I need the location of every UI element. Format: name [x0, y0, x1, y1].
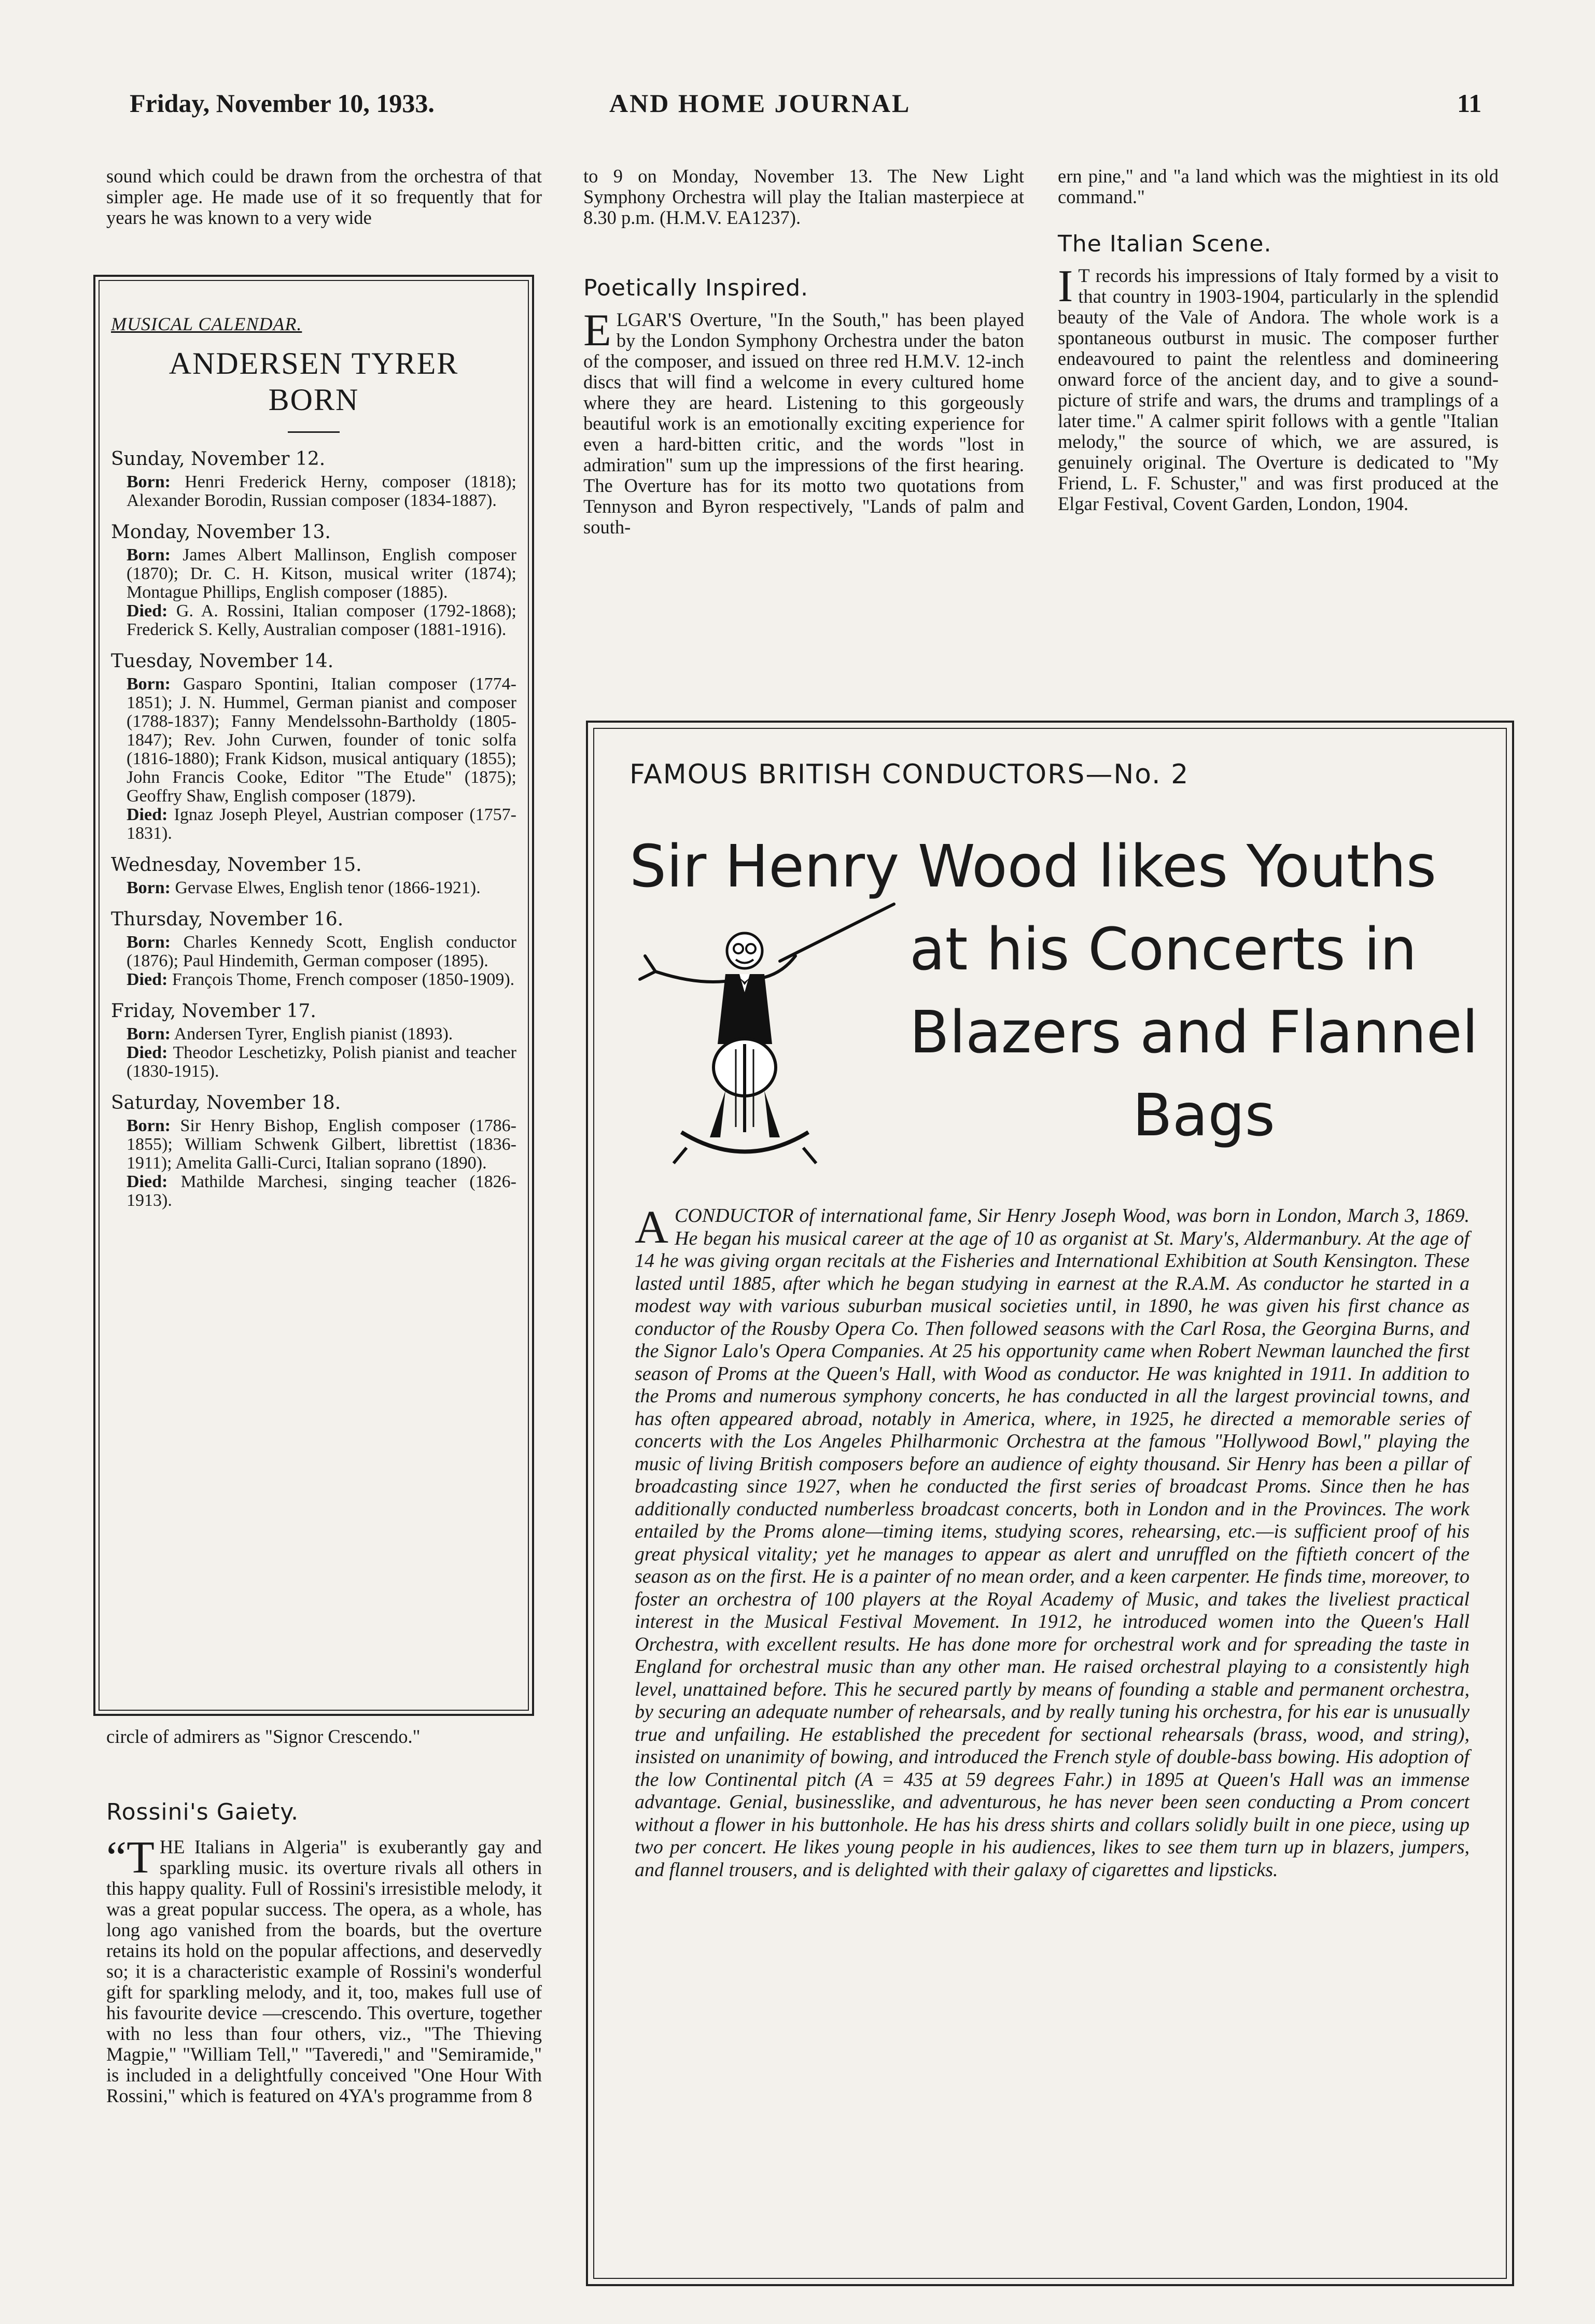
page-number: 11	[1457, 89, 1482, 118]
rossini-heading: Rossini's Gaiety.	[106, 1799, 299, 1825]
rossini-dropcap-letter: T	[127, 1833, 155, 1883]
italian-scene-dropcap: I	[1058, 261, 1073, 312]
column3-top-text: ern pine," and "a land which was the mightiest in its old command."	[1058, 165, 1499, 207]
calendar-entry-kind: Born:	[127, 933, 171, 952]
headline-line1: Sir Henry Wood likes Youths	[629, 833, 1437, 900]
calendar-entry	[127, 546, 516, 602]
calendar-entry	[127, 473, 516, 510]
calendar-entry-text: Andersen Tyrer, English pianist (1893).	[174, 1024, 453, 1044]
italian-scene-text-block	[1058, 261, 1499, 514]
calendar-divider	[288, 431, 340, 433]
calendar-entry	[127, 806, 516, 843]
calendar-entry-kind: Born:	[127, 472, 171, 491]
calendar-entry-text: Gervase Elwes, English tenor (1866-1921).	[175, 878, 481, 897]
calendar-entry	[127, 1173, 516, 1210]
headline-line3: Blazers and Flannel	[910, 999, 1478, 1066]
feature-body	[635, 1202, 1470, 1881]
calendar-title-line1: ANDERSEN TYRER	[169, 346, 459, 381]
header-date: Friday, November 10, 1933.	[130, 89, 435, 118]
calendar-day-heading: Tuesday, November 14.	[111, 651, 334, 672]
poetically-heading: Poetically Inspired.	[583, 275, 809, 301]
calendar-entry	[127, 1025, 516, 1044]
calendar-entry-text: James Albert Mallinson, English composer (1870); Dr. C. H. Kitson, musical writer (1874); Montague Phillips, English composer (1885).	[127, 545, 517, 602]
italian-scene-heading: The Italian Scene.	[1058, 231, 1272, 257]
calendar-day-heading: Friday, November 17.	[111, 1001, 316, 1022]
calendar-entry	[127, 1044, 516, 1081]
calendar-entry-text: Gasparo Spontini, Italian composer (1774-1851); J. N. Hummel, German pianist and composer (1788-1837); Fanny Mendelssohn-Bartholdy (1805-1847); Rev. John Curwen, founder of tonic solfa (1816-1880); Frank Kidson, musical antiquary (1855); John Francis Cooke, Editor "The Etude" (1875); Geoffry Shaw, English composer (1879).	[127, 674, 516, 806]
rossini-section	[106, 1799, 542, 2106]
conductor-caricature-illustration	[624, 889, 915, 1179]
calendar-entry	[127, 1117, 516, 1173]
calendar-entry-text: Charles Kennedy Scott, English conductor (1876); Paul Hindemith, German composer (1895).	[127, 933, 516, 970]
calendar-entry-text: Mathilde Marchesi, singing teacher (1826-1913).	[127, 1172, 516, 1210]
calendar-entry-kind: Born:	[127, 674, 171, 694]
calendar-days	[111, 448, 516, 1210]
calendar-entry-kind: Died:	[127, 1043, 168, 1062]
musical-calendar	[93, 275, 534, 1716]
calendar-entry-kind: Died:	[127, 805, 168, 824]
calendar-entry-text: Sir Henry Bishop, English composer (1786-1855); William Schwenk Gilbert, librettist (1836-1911); Amelita Galli-Curci, Italian soprano (1890).	[127, 1116, 517, 1173]
calendar-entry	[127, 879, 516, 897]
feature-body-dropcap: A	[635, 1202, 668, 1253]
calendar-entry-kind: Born:	[127, 1116, 171, 1135]
calendar-entry-kind: Born:	[127, 878, 171, 897]
feature-label: FAMOUS BRITISH CONDUCTORS—No. 2	[629, 759, 1190, 790]
calendar-entry	[127, 933, 516, 970]
calendar-entry	[127, 970, 516, 989]
rossini-open-quote: “	[106, 1833, 127, 1883]
header-publication: AND HOME JOURNAL	[609, 89, 911, 118]
rossini-text: HE Italians in Algeria" is exuberantly gay and sparkling music. its overture rivals all others in this happy quality. Full of Rossini's irresistible melody, it was a great popular success. The opera, as a whole, has long ago vanished from the boards, but the overture retains its hold on the popular affections, and deservedly so; it is a characteristic example of Rossini's wonderful gift for sparkling melody, and it, too, makes full use of his favourite device —crescendo. This overture, together with no less than four others, viz., "The Thieving Magpie," "William Tell," "Taveredi," and "Semiramide," is included in a delightfully conceived "One Hour With Rossini," which is featured on 4YA's programme from 8	[106, 1836, 542, 2106]
calendar-entry-kind: Died:	[127, 1172, 168, 1191]
calendar-entry-text: Theodor Leschetizky, Polish pianist and teacher (1830-1915).	[127, 1043, 517, 1081]
poetically-dropcap: E	[583, 305, 611, 356]
column1-after-calendar: circle of admirers as "Signor Crescendo."	[106, 1726, 421, 1747]
calendar-day-heading: Thursday, November 16.	[111, 909, 344, 930]
calendar-day-heading: Wednesday, November 15.	[111, 854, 362, 876]
poetically-text-block	[583, 305, 1024, 538]
calendar-entry-text: Ignaz Joseph Pleyel, Austrian composer (1757-1831).	[127, 805, 516, 843]
calendar-title-line2: BORN	[268, 383, 359, 417]
calendar-entry-text: François Thome, French composer (1850-1909).	[172, 970, 515, 989]
calendar-day-heading: Monday, November 13.	[111, 522, 331, 543]
rossini-dropcap	[106, 1833, 155, 1883]
column2-top-text: to 9 on Monday, November 13. The New Light Symphony Orchestra will play the Italian masterpiece at 8.30 p.m. (H.M.V. EA1237).	[583, 165, 1024, 228]
calendar-entry-text: Henri Frederick Herny, composer (1818); Alexander Borodin, Russian composer (1834-1887).	[127, 472, 516, 510]
headline-line2: at his Concerts in	[910, 916, 1417, 983]
italian-scene-section	[1058, 231, 1499, 514]
calendar-entry-kind: Born:	[127, 545, 171, 565]
calendar-entry-kind: Died:	[127, 601, 168, 621]
poetically-text: LGAR'S Overture, "In the South," has been played by the London Symphony Orchestra under the baton of the composer, and issued on three red H.M.V. 12-inch discs that will find a welcome in every cultured home where they are heard. Listening to this gorgeously beautiful work is an emotionally exciting experience for even a hard-bitten critic, and the words "lost in admiration" sum up the impressions of the first hearing. The Overture has for its motto two quotations from Tennyson and Byron respectively, "Lands of palm and south-	[583, 309, 1024, 538]
calendar-entry	[127, 675, 516, 806]
rossini-text-block	[106, 1833, 542, 2106]
italian-scene-text: T records his impressions of Italy formed by a visit to that country in 1903-1904, particularly in the splendid beauty of the Vale of Andora. The whole work is a spontaneous outburst in music. The composer further endeavoured to paint the relentless and domineering onward force of the ancient day, and to give a sound-picture of strife and wars, the drums and tramplings of a later time." A calmer spirit follows with a gentle "Italian melody," the source of which, we are assured, is genuinely original. The Overture is dedicated to "My Friend, L. F. Schuster," and was first produced at the Elgar Festival, Covent Garden, London, 1904.	[1058, 265, 1499, 514]
calendar-entry-kind: Born:	[127, 1024, 171, 1044]
poetically-section	[583, 275, 1024, 538]
column1-top-text: sound which could be drawn from the orchestra of that simpler age. He made use of it so frequently that for years he was known to a very wide	[106, 165, 542, 228]
calendar-entry-kind: Died:	[127, 970, 168, 989]
feature-body-text: CONDUCTOR of international fame, Sir Henry Joseph Wood, was born in London, March 3, 1869. He began his musical career at the age of 10 as organist at St. Mary's, Aldermanbury. At the age of 14 he was giving organ recitals at the Fisheries and International Exhibition at South Kensington. These lasted until 1885, after which he began studying in earnest at the R.A.M. As conductor he started in a modest way with various suburban musical societies until, in 1890, he was given his first chance as conductor of the Rousby Opera Co. Then followed seasons with the Carl Rosa, the Georgina Burns, and the Signor Lalo's Opera Companies. At 25 his opportunity came when Robert Newman launched the first season of Proms at the Queen's Hall, with Wood as conductor. He was knighted in 1911. In addition to the Proms and numerous symphony concerts, he has conducted in all the largest provincial towns, and has often appeared abroad, notably in America, where, in 1925, he directed a memorable series of concerts with the Los Angeles Philharmonic Orchestra at the famous "Hollywood Bowl," playing the music of living British composers before an audience of eighty thousand. Sir Henry has been a pillar of broadcasting since 1927, when he conducted the first series of broadcast Proms. Since then he has additionally conducted numberless broadcast concerts, both in London and in the Provinces. The work entailed by the Proms alone—timing items, studying scores, rehearsing, etc.—is sufficient proof of his great physical vitality; yet he manages to appear as alert and unruffled on the fiftieth concert of the season as on the first. He is a painter of no mean order, and a keen carpenter. He finds time, moreover, to foster an orchestra of 100 players at the Royal Academy of Music, and takes the liveliest practical interest in the Musical Festival Movement. In 1912, he introduced women into the Queen's Hall Orchestra, with excellent results. He has done more for orchestral work and for spreading the taste in England for orchestral music than any other man. He raised orchestral playing to a consistently high level, unattained before. This he secured partly by means of founding a stable and permanent orchestra, by securing an adequate number of rehearsals, and by really tuning his orchestra, for his ear is unusually true and unfailing. He established the precedent for sectional rehearsals (brass, wood, and string), insisted on unanimity of bowing, and introduced the French style of double-bass bowing. His adoption of the low Continental pitch (A = 435 at 59 degrees Fahr.) in 1895 at Queen's Hall was an immense advantage. Genial, businesslike, and adventurous, he has never been seen conducting a Prom concert without a flower in his buttonhole. He has his dress shirts and collars solidly built in one piece, using up two per concert. He likes young people in his audiences, likes to see them turn up in blazers, jumpers, and flannel trousers, and is delighted with their galaxy of cigarettes and lipsticks.	[635, 1205, 1470, 1881]
feature-box	[586, 721, 1514, 2286]
calendar-day-heading: Sunday, November 12.	[111, 448, 326, 470]
calendar-day-heading: Saturday, November 18.	[111, 1092, 341, 1114]
calendar-label: MUSICAL CALENDAR.	[111, 314, 302, 334]
calendar-title	[111, 345, 516, 418]
headline-line4: Bags	[1132, 1082, 1275, 1149]
calendar-entry-text: G. A. Rossini, Italian composer (1792-1868); Frederick S. Kelly, Australian composer (1881-1916).	[127, 601, 516, 639]
calendar-entry	[127, 602, 516, 639]
